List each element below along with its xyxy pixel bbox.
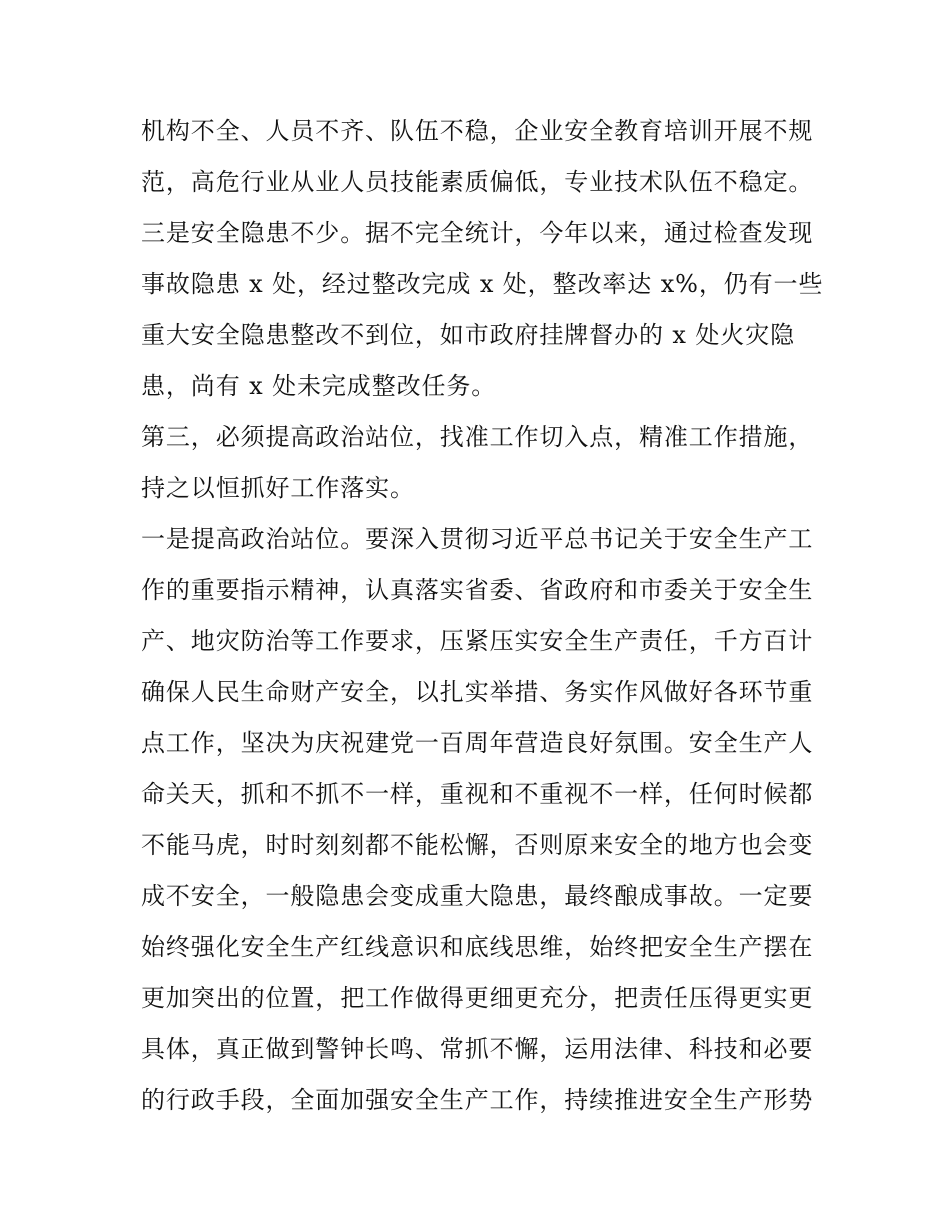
text-line: 事故隐患 x 处，经过整改完成 x 处，整改率达 x%，仍有一些 xyxy=(141,270,824,298)
text-line: 确保人民生命财产安全，以扎实举措、务实作风做好各环节重 xyxy=(141,678,814,706)
text-line: 机构不全、人员不齐、队伍不稳，企业安全教育培训开展不规 xyxy=(141,117,814,145)
section-heading-line: 第三，必须提高政治站位，找准工作切入点，精准工作措施， xyxy=(141,423,814,451)
text-line: 作的重要指示精神，认真落实省委、省政府和市委关于安全生 xyxy=(141,576,814,604)
body-text xyxy=(141,106,824,1126)
text-line: 产、地灾防治等工作要求，压紧压实安全生产责任，千方百计 xyxy=(141,627,814,655)
text-line: 点工作，坚决为庆祝建党一百周年营造良好氛围。安全生产人 xyxy=(141,729,814,757)
text-line: 的行政手段，全面加强安全生产工作，持续推进安全生产形势 xyxy=(141,1086,814,1114)
text-line: 三是安全隐患不少。据不完全统计，今年以来，通过检查发现 xyxy=(141,219,814,247)
text-line: 始终强化安全生产红线意识和底线思维，始终把安全生产摆在 xyxy=(141,933,814,961)
text-line: 命关天，抓和不抓不一样，重视和不重视不一样，任何时候都 xyxy=(141,780,814,808)
text-line: 成不安全，一般隐患会变成重大隐患，最终酿成事故。一定要 xyxy=(141,882,814,910)
text-line: 不能马虎，时时刻刻都不能松懈，否则原来安全的地方也会变 xyxy=(141,831,814,859)
text-line: 患，尚有 x 处未完成整改任务。 xyxy=(141,372,497,400)
section-heading-line: 持之以恒抓好工作落实。 xyxy=(141,474,415,502)
text-line: 更加突出的位置，把工作做得更细更充分，把责任压得更实更 xyxy=(141,984,814,1012)
text-line: 范，高危行业从业人员技能素质偏低，专业技术队伍不稳定。 xyxy=(141,168,814,196)
text-line: 重大安全隐患整改不到位，如市政府挂牌督办的 x 处火灾隐 xyxy=(141,321,795,349)
text-line: 具体，真正做到警钟长鸣、常抓不懈，运用法律、科技和必要 xyxy=(141,1035,814,1063)
text-line: 一是提高政治站位。要深入贯彻习近平总书记关于安全生产工 xyxy=(141,525,814,553)
